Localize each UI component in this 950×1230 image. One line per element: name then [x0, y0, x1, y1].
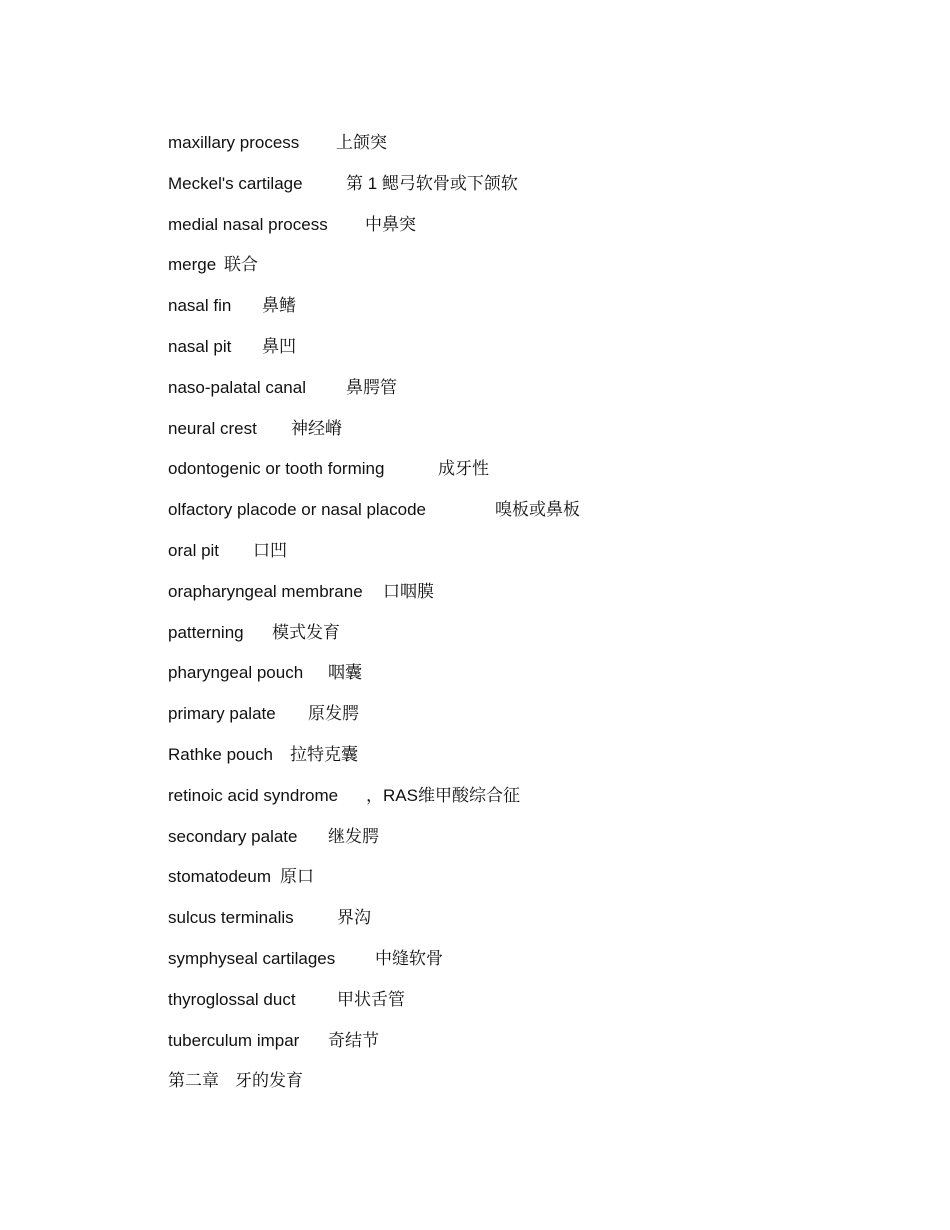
list-item [168, 539, 580, 580]
term-english: tuberculum impar [168, 1030, 300, 1050]
term-chinese: 奇结节 [328, 1030, 379, 1050]
term-english: oral pit [168, 540, 220, 560]
list-item [168, 213, 580, 254]
term-english: pharyngeal pouch [168, 663, 304, 683]
list-item [168, 743, 580, 784]
term-english: nasal pit [168, 336, 232, 356]
term-chinese: 鼻鳍 [262, 296, 296, 316]
term-english: Meckel's cartilage [168, 173, 303, 193]
list-item [168, 702, 580, 743]
list-item [168, 376, 580, 417]
term-english: maxillary process [168, 133, 300, 152]
term-english: orapharyngeal membrane [168, 581, 363, 601]
term-chinese: 咽囊 [328, 663, 362, 683]
term-english: patterning [168, 622, 244, 642]
term-chinese: 拉特克囊 [290, 744, 358, 764]
list-item [168, 906, 580, 947]
list-item [168, 947, 580, 988]
term-english: nasal fin [168, 296, 232, 316]
term-chinese: 嗅板或鼻板 [495, 500, 580, 520]
term-english: Rathke pouch [168, 744, 273, 764]
term-english: secondary palate [168, 826, 298, 846]
term-chinese: 中鼻突 [365, 214, 416, 234]
list-item [168, 580, 580, 621]
term-chinese: 第 1 鳃弓软骨或下颌软 [346, 173, 518, 193]
term-english: sulcus terminalis [168, 908, 294, 928]
list-item [168, 294, 580, 335]
list-item [168, 131, 580, 172]
list-item [168, 825, 580, 866]
list-item [168, 335, 580, 376]
list-item [168, 417, 580, 458]
term-english: olfactory placode or nasal placode [168, 500, 426, 520]
term-chinese: 口咽膜 [383, 581, 434, 601]
list-item [168, 661, 580, 702]
term-english: symphyseal cartilages [168, 948, 336, 968]
term-chinese: 联合 [224, 255, 258, 275]
list-item [168, 621, 580, 662]
list-item [168, 865, 580, 906]
term-english: retinoic acid syndrome [168, 785, 339, 805]
term-chinese: 口凹 [253, 540, 287, 560]
list-item [168, 457, 580, 498]
term-chinese: 原发腭 [308, 704, 359, 724]
term-english: stomatodeum [168, 867, 271, 887]
term-english: primary palate [168, 704, 276, 724]
term-english: naso-palatal canal [168, 377, 306, 397]
term-chinese: 界沟 [337, 908, 371, 928]
list-item [168, 253, 580, 294]
term-english: neural crest [168, 418, 257, 438]
term-english: thyroglossal duct [168, 989, 296, 1009]
list-item [168, 172, 580, 213]
term-chinese: 中缝软骨 [375, 948, 443, 968]
term-chinese: ，RAS维甲酸综合征 [366, 785, 520, 805]
list-item [168, 1029, 580, 1070]
term-chinese: 鼻凹 [262, 336, 296, 356]
term-english: medial nasal process [168, 214, 328, 234]
term-chinese: 神经嵴 [291, 418, 342, 438]
list-item [168, 784, 580, 825]
term-chinese: 上颌突 [336, 133, 387, 152]
chapter-number: 第二章 [168, 1071, 219, 1090]
term-english: odontogenic or tooth forming [168, 459, 385, 479]
term-chinese: 鼻腭管 [346, 377, 397, 397]
term-chinese: 模式发育 [272, 622, 340, 642]
list-item [168, 988, 580, 1029]
term-english: merge [168, 255, 217, 275]
term-chinese: 原口 [280, 867, 314, 887]
chapter-title: 牙的发育 [235, 1071, 303, 1090]
term-chinese: 继发腭 [328, 826, 379, 846]
term-chinese: 甲状舌管 [337, 989, 405, 1009]
list-item [168, 498, 580, 539]
glossary-list [168, 131, 580, 1069]
chapter-heading [168, 1069, 303, 1093]
term-chinese: 成牙性 [438, 459, 489, 479]
